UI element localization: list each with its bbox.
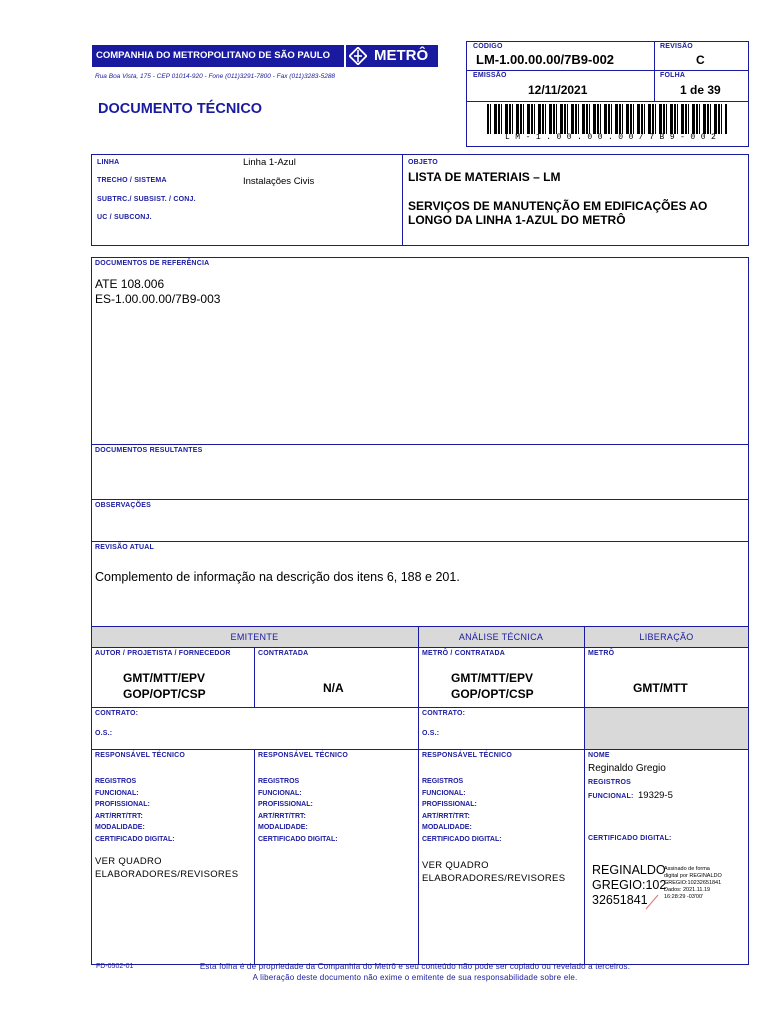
contrato-label-1: CONTRATO: <box>95 710 139 717</box>
signature-mark-icon <box>644 891 664 911</box>
analise-header: ANÁLISE TÉCNICA <box>458 632 544 642</box>
resultantes-label: DOCUMENTOS RESULTANTES <box>95 447 203 454</box>
nome-value: Reginaldo Gregio <box>588 763 666 774</box>
trecho-value: Instalações Civis <box>243 176 315 187</box>
registro-label: REGISTROS <box>588 779 632 786</box>
revision-value: C <box>696 53 705 67</box>
company-address: Rua Boa Vista, 175 - CEP 01014-920 - Fone (011)3291-7800 - Fax (011)3283-5288 <box>95 73 336 80</box>
metro-contratada-value-1: GMT/MTT/EPV <box>451 671 533 685</box>
revisao-text: Complemento de informação na descrição dos itens 6, 188 e 201. <box>95 570 460 584</box>
resp-fields-1: REGISTROS FUNCIONAL: PROFISSIONAL: ART/RRT/TRT: MODALIDADE: CERTIFICADO DIGITAL: <box>95 778 175 843</box>
sheet-label: FOLHA <box>660 72 686 79</box>
trecho-label: TRECHO / SISTEMA <box>97 177 167 184</box>
contrato-label-2: CONTRATO: <box>422 710 466 717</box>
metro-contratada-label: METRÔ / CONTRATADA <box>422 650 506 657</box>
emitente-header: EMITENTE <box>230 632 279 642</box>
linha-value: Linha 1-Azul <box>243 157 296 168</box>
barcode-text: LM-1.00.00.00/7B9-002 <box>505 133 722 142</box>
signature-name-1: REGINALDO <box>592 863 666 877</box>
autor-label: AUTOR / PROJETISTA / FORNECEDOR <box>95 650 231 657</box>
resp-fields-2: REGISTROS FUNCIONAL: PROFISSIONAL: ART/RRT/TRT: MODALIDADE: CERTIFICADO DIGITAL: <box>258 778 338 843</box>
uc-label: UC / SUBCONJ. <box>97 214 152 221</box>
objeto-label: OBJETO <box>408 159 438 166</box>
resp-tecnico-label-1: RESPONSÁVEL TÉCNICO <box>95 752 186 759</box>
autor-value-1: GMT/MTT/EPV <box>123 671 205 685</box>
resp-tecnico-label-2: RESPONSÁVEL TÉCNICO <box>258 752 349 759</box>
company-banner <box>92 45 344 67</box>
autor-value-2: GOP/OPT/CSP <box>123 687 206 701</box>
funcional-label: FUNCIONAL: <box>588 793 634 800</box>
resp-fields-3: REGISTROS FUNCIONAL: PROFISSIONAL: ART/RRT/TRT: MODALIDADE: CERTIFICADO DIGITAL: <box>422 778 502 843</box>
metro-logo <box>346 45 438 67</box>
subtrc-label: SUBTRC./ SUBSIST. / CONJ. <box>97 196 196 203</box>
certificado-label: CERTIFICADO DIGITAL: <box>588 835 672 842</box>
references-label: DOCUMENTOS DE REFERÊNCIA <box>95 260 210 267</box>
metro-contratada-value-2: GOP/OPT/CSP <box>451 687 534 701</box>
contratada-label: CONTRATADA <box>258 650 309 657</box>
funcional-value: 19329-5 <box>638 790 673 801</box>
sheet-value: 1 de 39 <box>680 83 721 97</box>
resp-tecnico-label-3: RESPONSÁVEL TÉCNICO <box>422 752 513 759</box>
footer-notice-1: Esta folha é de propriedade da Companhia do Metrô e seu conteúdo não pode ser copiado ou revelado a terceiros. <box>199 962 631 971</box>
digital-signature: REGINALDO GREGIO:102 32651841 Assinado de forma digital por REGINALDO GREGIO:10232651841 Dados: 2021.11.19 16:28:29 -03'00' <box>592 863 742 913</box>
references-line2: ES-1.00.00.00/7B9-003 <box>95 292 221 306</box>
observacoes-label: OBSERVAÇÕES <box>95 502 152 509</box>
os-label-2: O.S.: <box>422 730 440 737</box>
os-label-1: O.S.: <box>95 730 113 737</box>
metro-label: METRÔ <box>588 650 615 657</box>
ver-quadro-1: VER QUADRO ELABORADORES/REVISORES <box>95 856 239 880</box>
emission-label: EMISSÃO <box>473 72 507 79</box>
company-name: COMPANHIA DO METROPOLITANO DE SÃO PAULO <box>96 50 330 61</box>
metro-brand: METRÔ <box>374 47 429 64</box>
revisao-label: REVISÃO ATUAL <box>95 544 154 551</box>
doc-type-title: DOCUMENTO TÉCNICO <box>98 101 263 117</box>
signature-name-2: GREGIO:102 <box>592 878 667 892</box>
objeto-description: SERVIÇOS DE MANUTENÇÃO EM EDIFICAÇÕES AO LONGO DA LINHA 1-AZUL DO METRÔ <box>408 199 708 227</box>
nome-label: NOME <box>588 752 610 759</box>
footer-notice-2: A liberação deste documento não exime o emitente de sua responsabilidade sobre ele. <box>252 973 578 982</box>
barcode <box>487 104 727 134</box>
emission-value: 12/11/2021 <box>528 83 588 97</box>
objeto-title: LISTA DE MATERIAIS – LM <box>408 170 561 184</box>
contratada-value: N/A <box>323 681 344 695</box>
signature-name-3: 32651841 <box>592 893 648 907</box>
liberacao-header: LIBERAÇÃO <box>639 632 694 642</box>
code-label: CÓDIGO <box>473 43 503 50</box>
metro-value: GMT/MTT <box>633 681 688 695</box>
revision-label: REVISÃO <box>660 43 693 50</box>
ver-quadro-3: VER QUADRO ELABORADORES/REVISORES <box>422 860 566 884</box>
linha-label: LINHA <box>97 159 120 166</box>
metro-diamond-icon <box>349 47 367 65</box>
references-line1: ATE 108.006 <box>95 277 165 291</box>
code-value: LM-1.00.00.00/7B9-002 <box>476 52 615 67</box>
form-code: FD-0502-01 <box>96 963 134 970</box>
